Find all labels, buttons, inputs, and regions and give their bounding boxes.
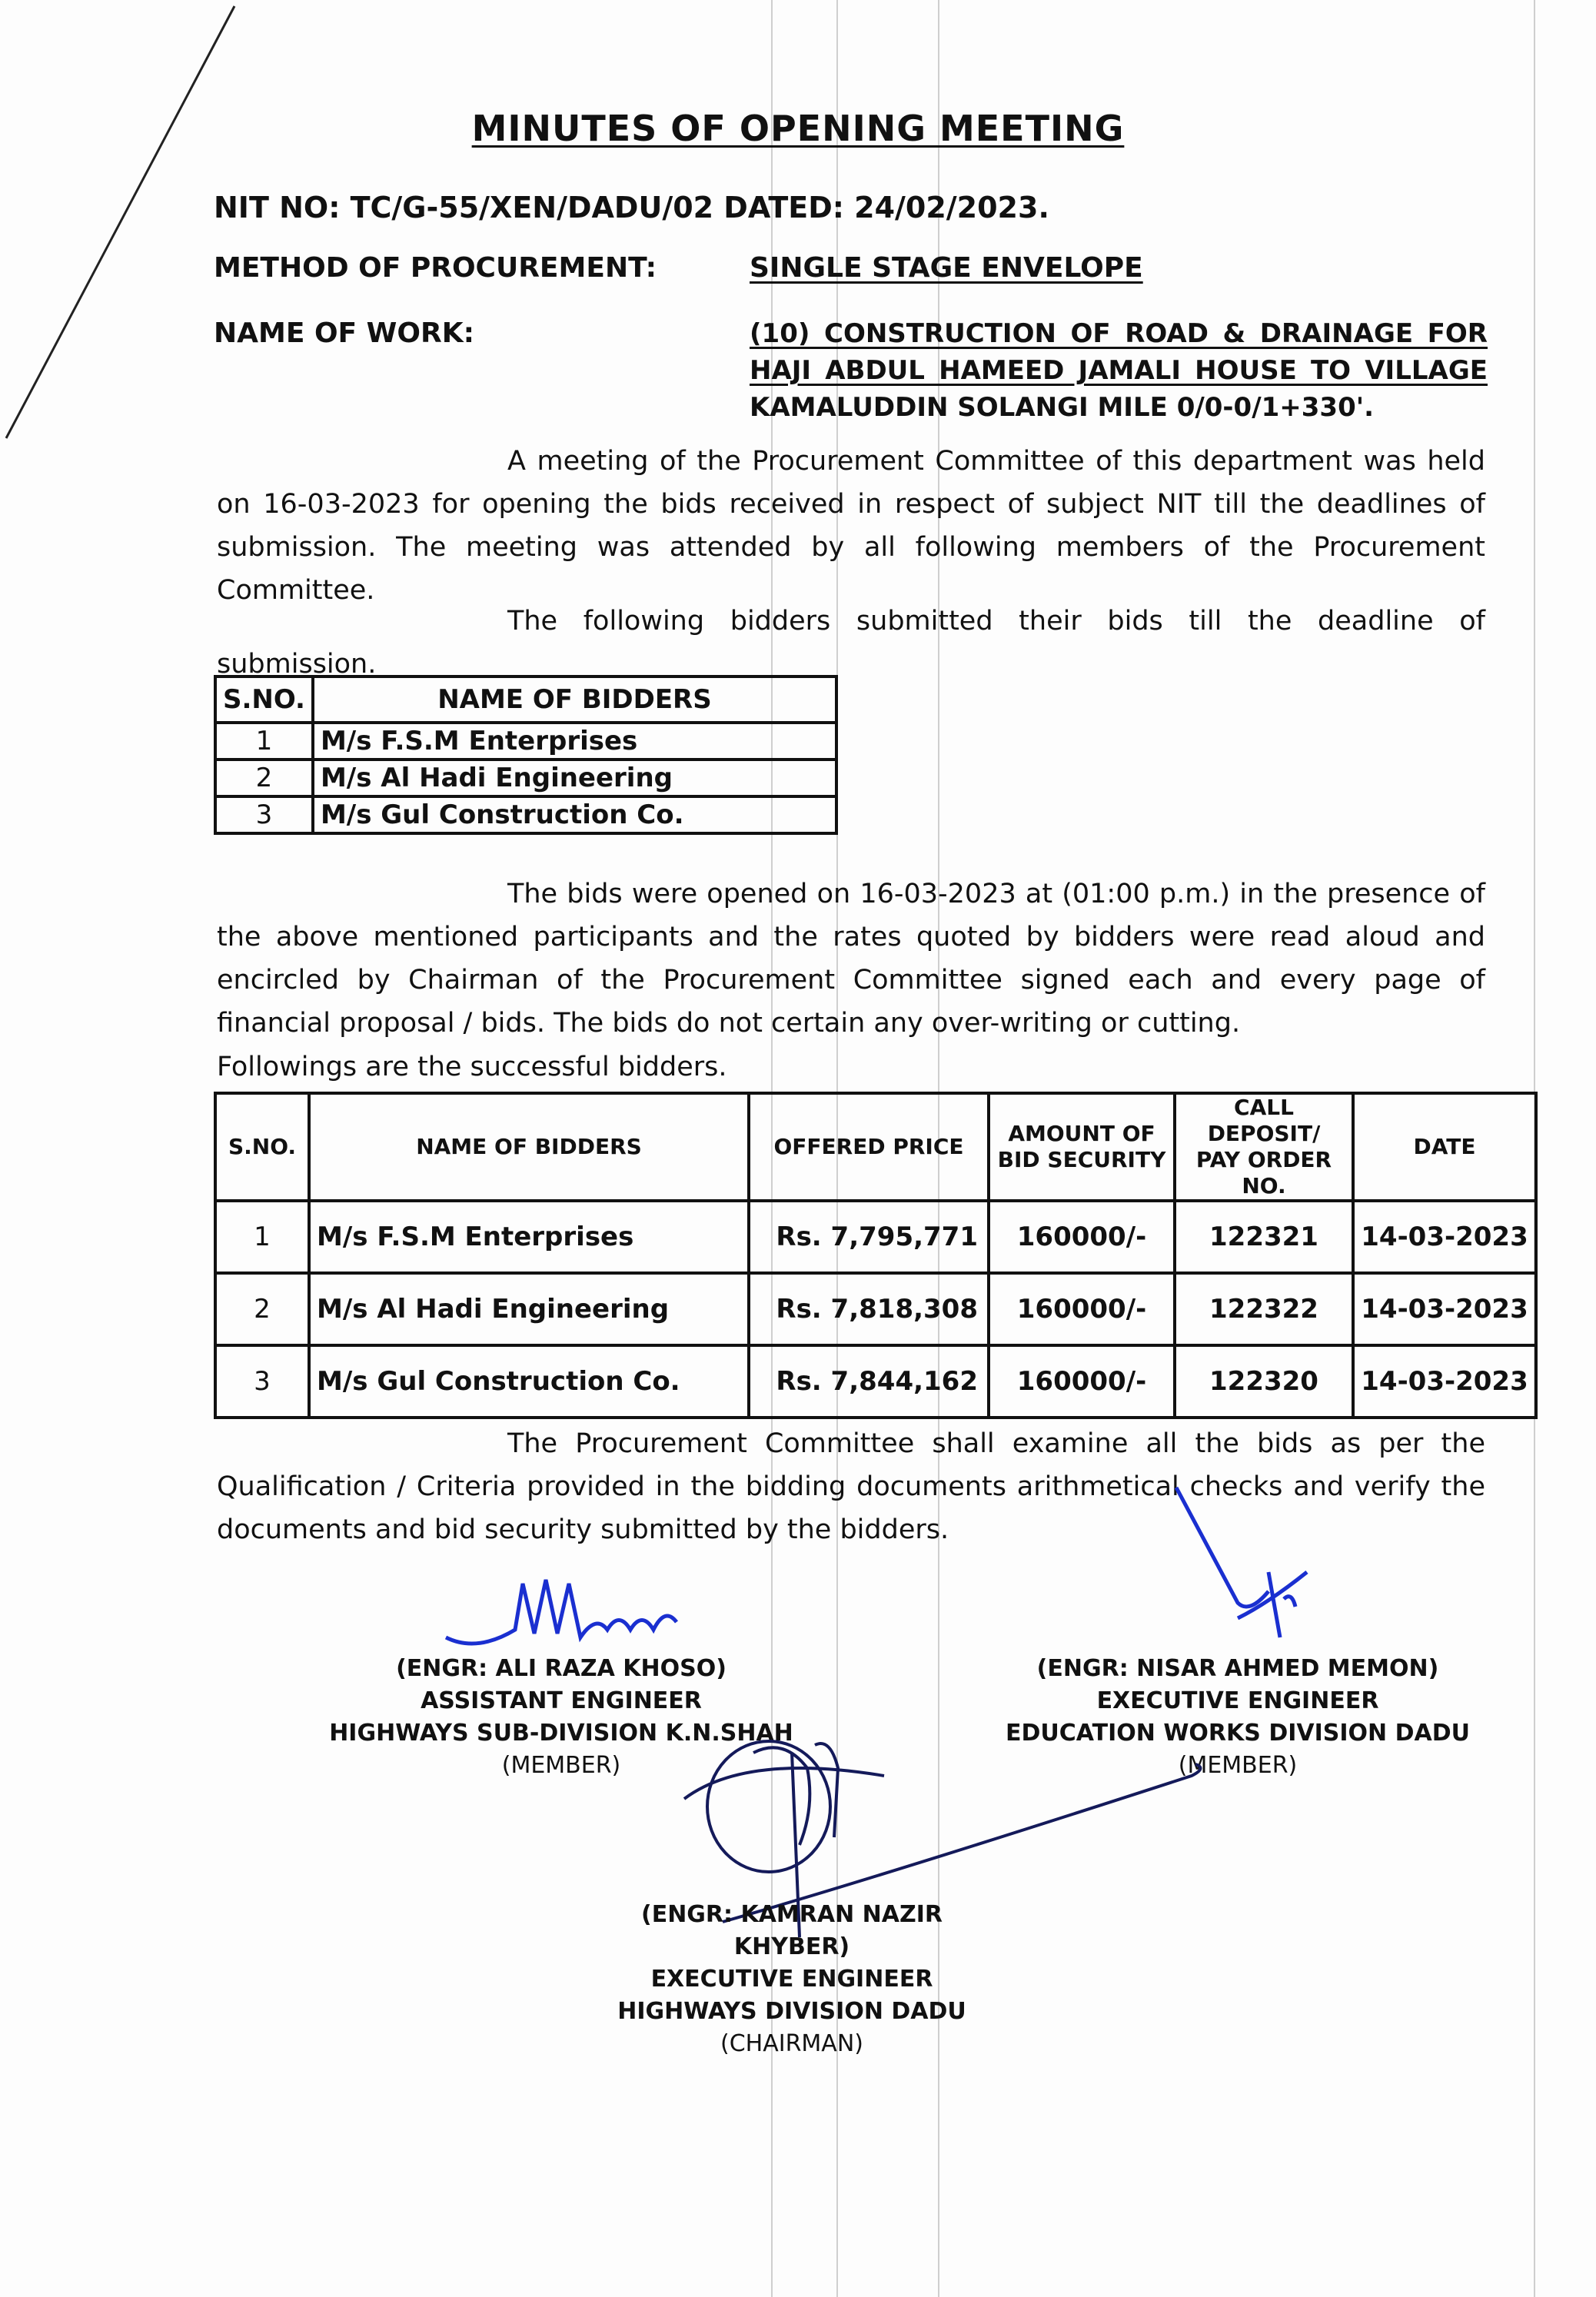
sno-cell: 2 (215, 1273, 309, 1345)
sno-cell: 3 (215, 1345, 309, 1418)
bid-security-cell: 160000/- (989, 1345, 1175, 1418)
bidder-name-cell: M/s Gul Construction Co. (313, 796, 836, 833)
col-header-date: DATE (1353, 1093, 1536, 1201)
date-cell: 14-03-2023 (1353, 1201, 1536, 1273)
signatory-office: EDUCATION WORKS DIVISION DADU (1006, 1720, 1470, 1747)
signatory-block-chairman (600, 1899, 984, 2060)
col-header-security (989, 1093, 1175, 1201)
col-header-sno: S.NO. (215, 676, 313, 723)
method-label: METHOD OF PROCUREMENT: (214, 252, 657, 284)
signatory-name: (ENGR: ALI RAZA KHOSO) (396, 1655, 727, 1682)
bidder-name-cell: M/s Gul Construction Co. (309, 1345, 749, 1418)
nit-number: NIT NO: TC/G-55/XEN/DADU/02 DATED: 24/02/2023. (214, 191, 1049, 224)
bid-security-cell: 160000/- (989, 1273, 1175, 1345)
work-value (750, 315, 1488, 426)
bidders-intro-paragraph: The following bidders submitted their bids till the deadline of submission. (217, 606, 1485, 680)
method-value: SINGLE STAGE ENVELOPE (750, 252, 1143, 284)
signatory-designation: EXECUTIVE ENGINEER (650, 1966, 933, 1993)
successful-bidders-label: Followings are the successful bidders. (217, 1052, 727, 1082)
work-value-main: (10) CONSTRUCTION OF ROAD & DRAINAGE FOR HAJI ABDUL HAMEED JAMALI HOUSE TO VILLAGE (750, 318, 1488, 386)
offered-price-cell: Rs. 7,818,308 (749, 1273, 989, 1345)
signatory-designation: ASSISTANT ENGINEER (421, 1687, 702, 1714)
header-line: CALL DEPOSIT/ (1207, 1095, 1321, 1146)
signatory-name: (ENGR: KAMRAN NAZIR KHYBER) (640, 1901, 943, 1960)
col-header-price: OFFERED PRICE (749, 1093, 989, 1201)
signatory-office: HIGHWAYS DIVISION DADU (617, 1998, 966, 2025)
table-row (215, 1345, 1536, 1418)
sno-cell: 2 (215, 760, 313, 796)
col-header-sno: S.NO. (215, 1093, 309, 1201)
work-value-tail: KAMALUDDIN SOLANGI MILE 0/0-0/1+330'. (750, 392, 1375, 423)
date-cell: 14-03-2023 (1353, 1273, 1536, 1345)
sno-cell: 3 (215, 796, 313, 833)
signatory-name: (ENGR: NISAR AHMED MEMON) (1036, 1655, 1439, 1682)
col-header-name: NAME OF BIDDERS (309, 1093, 749, 1201)
pay-order-cell: 122321 (1175, 1201, 1353, 1273)
bidder-name-cell: M/s Al Hadi Engineering (309, 1273, 749, 1345)
sno-cell: 1 (215, 1201, 309, 1273)
document-title: MINUTES OF OPENING MEETING (471, 108, 1125, 149)
date-cell: 14-03-2023 (1353, 1345, 1536, 1418)
offered-price-cell: Rs. 7,844,162 (749, 1345, 989, 1418)
table-row (215, 1273, 1536, 1345)
table-row (215, 723, 836, 760)
col-header-name: NAME OF BIDDERS (313, 676, 836, 723)
pay-order-cell: 122320 (1175, 1345, 1353, 1418)
bidders-table (214, 675, 838, 835)
bid-security-cell: 160000/- (989, 1201, 1175, 1273)
signatory-role: (MEMBER) (1178, 1752, 1298, 1779)
table-row (215, 796, 836, 833)
bidder-name-cell: M/s Al Hadi Engineering (313, 760, 836, 796)
table-row (215, 760, 836, 796)
bids-opened-paragraph: The bids were opened on 16-03-2023 at (01:00 p.m.) in the presence of the above mentioned participants and the rates quoted by bidders were read aloud and encircled by Chairman of the Procurement Committee signed each and every page of financial proposal / bids. The bids do not certain any over-writing or cutting. (217, 879, 1485, 1039)
bidder-name-cell: M/s F.S.M Enterprises (309, 1201, 749, 1273)
closing-paragraph: The Procurement Committee shall examine all the bids as per the Qualification / Criteria provided in the bidding documents arithmetical checks and verify the documents and bid security submitted by the bidders. (217, 1428, 1485, 1545)
margin-pen-stroke (0, 0, 246, 446)
header-line: PAY ORDER NO. (1195, 1147, 1332, 1198)
signature-member-1 (431, 1568, 707, 1653)
signatory-office: HIGHWAYS SUB-DIVISION K.N.SHAH (329, 1720, 793, 1747)
col-header-deposit (1175, 1093, 1353, 1201)
header-line: AMOUNT OF (1008, 1121, 1155, 1146)
sno-cell: 1 (215, 723, 313, 760)
bidder-name-cell: M/s F.S.M Enterprises (313, 723, 836, 760)
offered-price-cell: Rs. 7,795,771 (749, 1201, 989, 1273)
signature-member-2 (1153, 1484, 1345, 1645)
signatory-role: (MEMBER) (501, 1752, 621, 1779)
signatory-designation: EXECUTIVE ENGINEER (1096, 1687, 1379, 1714)
pay-order-cell: 122322 (1175, 1273, 1353, 1345)
signatory-role: (CHAIRMAN) (720, 2030, 863, 2057)
meeting-paragraph: A meeting of the Procurement Committee of this department was held on 16-03-2023 for opening the bids received in respect of subject NIT till the deadlines of submission. The meeting was attended by all following members of the Procurement Committee. (217, 446, 1485, 606)
work-label: NAME OF WORK: (214, 317, 474, 349)
table-row (215, 1201, 1536, 1273)
header-line: BID SECURITY (997, 1147, 1166, 1172)
results-table (214, 1092, 1538, 1419)
